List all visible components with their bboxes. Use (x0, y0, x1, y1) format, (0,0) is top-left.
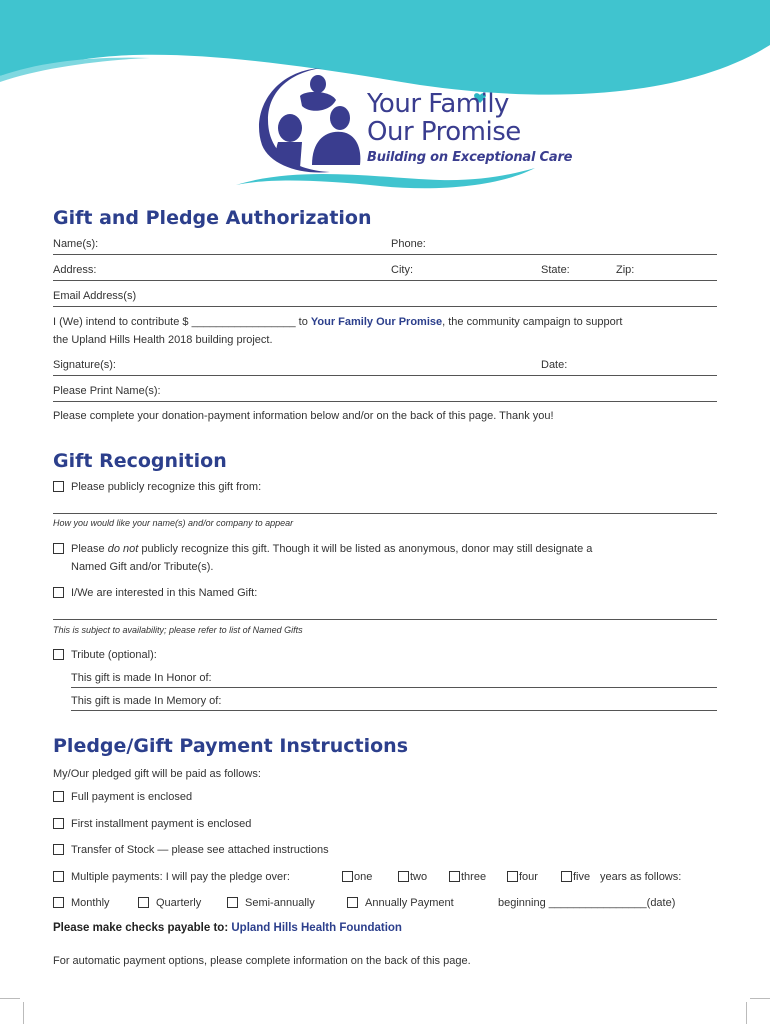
email-line[interactable] (53, 306, 717, 307)
signature-line[interactable] (53, 375, 717, 376)
logo-text (367, 90, 572, 165)
monthly-checkbox[interactable] (53, 897, 64, 908)
names-phone-line[interactable] (53, 254, 717, 255)
address-line[interactable] (53, 280, 717, 281)
year-four-label: four (519, 871, 538, 883)
semi-annually-checkbox[interactable] (227, 897, 238, 908)
city-label: City: (391, 264, 413, 276)
quarterly-label: Quarterly (156, 897, 202, 909)
zip-label: Zip: (616, 264, 635, 276)
intent-text: I (We) intend to contribute $ _________________ to Your Family Our Promise, the community campaign to support (53, 316, 623, 328)
complete-note: Please complete your donation-payment information below and/or on the back of this page. Thank you! (53, 410, 554, 422)
named-gift-label: I/We are interested in this Named Gift: (71, 587, 258, 599)
logo-line2: Our Promise (367, 117, 521, 147)
multiple-payments-label: Multiple payments: I will pay the pledge over: (71, 871, 290, 883)
year-five-checkbox[interactable] (561, 871, 572, 882)
recognize-checkbox[interactable] (53, 481, 64, 492)
full-payment-label: Full payment is enclosed (71, 791, 193, 803)
payment-intro: My/Our pledged gift will be paid as follows: (53, 768, 261, 780)
crop-mark (750, 998, 770, 999)
recognize-caption: How you would like your name(s) and/or company to appear (53, 518, 294, 528)
first-installment-label: First installment payment is enclosed (71, 818, 252, 830)
recognize-label: Please publicly recognize this gift from: (71, 481, 262, 493)
signature-label: Signature(s): (53, 359, 116, 371)
family-logo-icon (259, 68, 360, 173)
year-two-checkbox[interactable] (398, 871, 409, 882)
year-two-label: two (410, 871, 428, 883)
memory-line[interactable] (71, 710, 717, 711)
crop-mark (23, 1002, 24, 1024)
logo-line1: Your Family (367, 89, 509, 119)
year-three-label: three (461, 871, 487, 883)
address-label: Address: (53, 264, 97, 276)
named-gift-checkbox[interactable] (53, 587, 64, 598)
email-label: Email Address(s) (53, 290, 137, 302)
year-five-label: five (573, 871, 591, 883)
year-one-label: one (354, 871, 373, 883)
named-gift-caption: This is subject to availability; please refer to list of Named Gifts (53, 625, 303, 635)
logo-tagline: Building on Exceptional Care (367, 150, 573, 165)
names-label: Name(s): (53, 238, 99, 250)
quarterly-checkbox[interactable] (138, 897, 149, 908)
year-four-checkbox[interactable] (507, 871, 518, 882)
annually-label: Annually Payment (365, 897, 454, 909)
stock-label: Transfer of Stock — please see attached instructions (71, 844, 329, 856)
first-installment-checkbox[interactable] (53, 818, 64, 829)
full-payment-checkbox[interactable] (53, 791, 64, 802)
phone-label: Phone: (391, 238, 426, 250)
section-title-authorization: Gift and Pledge Authorization (53, 207, 372, 229)
honor-label: This gift is made In Honor of: (71, 672, 212, 684)
year-one-checkbox[interactable] (342, 871, 353, 882)
crop-mark (0, 998, 20, 999)
multiple-payments-checkbox[interactable] (53, 871, 64, 882)
print-name-label: Please Print Name(s): (53, 385, 161, 397)
beginning-date: beginning ________________(date) (498, 897, 676, 909)
monthly-label: Monthly (71, 897, 110, 909)
state-label: State: (541, 264, 570, 276)
year-three-checkbox[interactable] (449, 871, 460, 882)
automatic-payment-note: For automatic payment options, please complete information on the back of this page. (53, 955, 471, 967)
section-title-recognition: Gift Recognition (53, 450, 227, 472)
tribute-label: Tribute (optional): (71, 649, 157, 661)
anonymous-line2: Named Gift and/or Tribute(s). (71, 561, 214, 573)
named-gift-line[interactable] (53, 619, 717, 620)
stock-checkbox[interactable] (53, 844, 64, 855)
crop-mark (746, 1002, 747, 1024)
anonymous-label: Please do not publicly recognize this gift. Though it will be listed as anonymous, donor may still designate a (71, 543, 593, 555)
semi-annually-label: Semi-annually (245, 897, 315, 909)
honor-line[interactable] (71, 687, 717, 688)
anonymous-checkbox[interactable] (53, 543, 64, 554)
section-title-payment: Pledge/Gift Payment Instructions (53, 735, 408, 757)
annually-checkbox[interactable] (347, 897, 358, 908)
intent-line2: the Upland Hills Health 2018 building project. (53, 334, 273, 346)
years-suffix: years as follows: (600, 871, 682, 883)
tribute-checkbox[interactable] (53, 649, 64, 660)
payable-to: Please make checks payable to: Upland Hills Health Foundation (53, 922, 402, 934)
date-label: Date: (541, 359, 568, 371)
recognize-line[interactable] (53, 513, 717, 514)
print-name-line[interactable] (53, 401, 717, 402)
memory-label: This gift is made In Memory of: (71, 695, 222, 707)
